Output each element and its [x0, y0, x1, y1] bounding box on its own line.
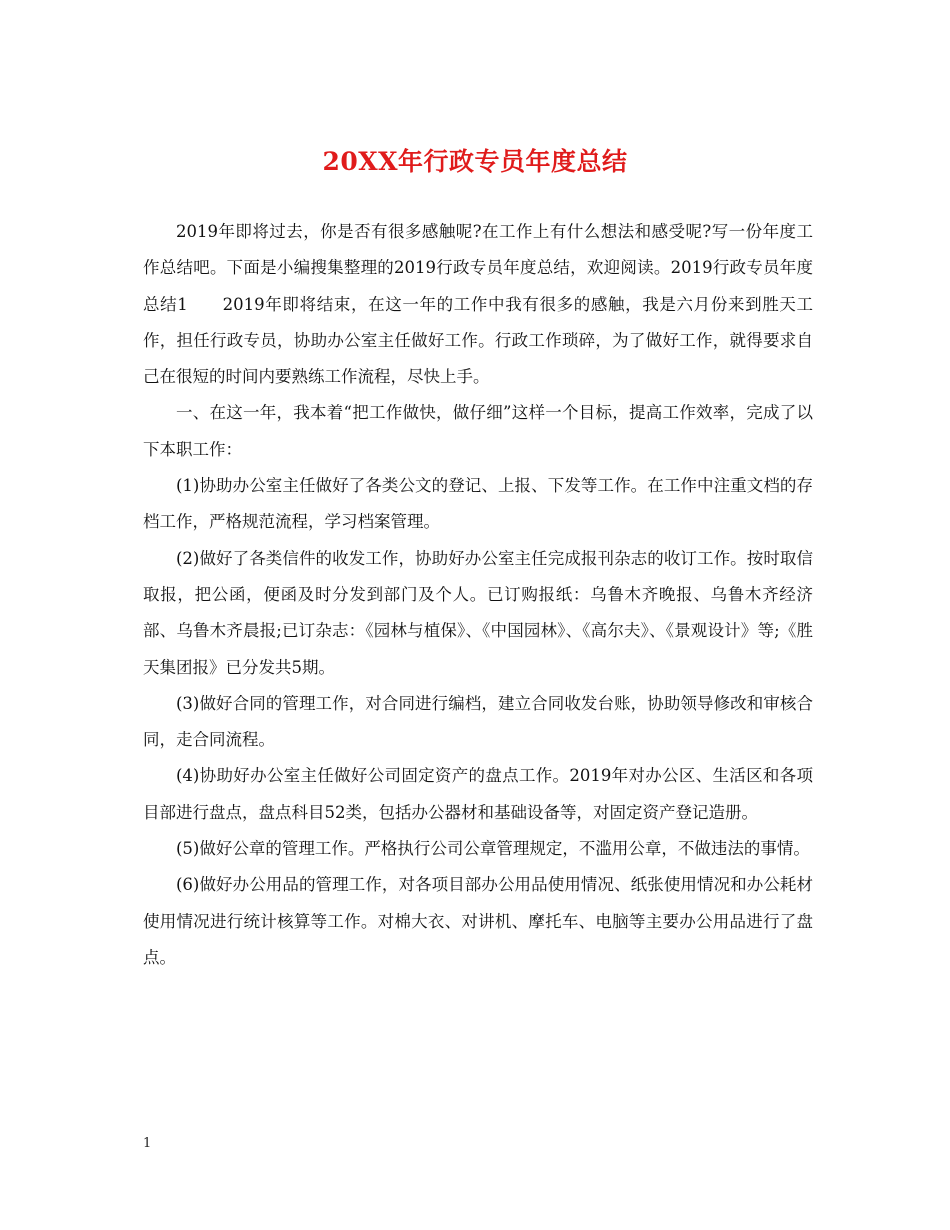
paragraph-item-6: (6)做好办公用品的管理工作，对各项目部办公用品使用情况、纸张使用情况和办公耗材使用情况进行统计核算等工作。对棉大衣、对讲机、摩托车、电脑等主要办公用品进行了盘点。	[143, 875, 813, 967]
page-number: 1	[143, 1136, 152, 1151]
paragraph-item-3: (3)做好合同的管理工作，对合同进行编档，建立合同收发台账，协助领导修改和审核合同，走合同流程。	[143, 693, 813, 750]
paragraph-item-5: (5)做好公章的管理工作。严格执行公司公章管理规定，不滥用公章，不做违法的事情。	[176, 839, 810, 859]
paragraph-item-4: (4)协助好办公室主任做好公司固定资产的盘点工作。2019年对办公区、生活区和各项目部进行盘点，盘点科目52类，包括办公器材和基础设备等，对固定资产登记造册。	[143, 766, 813, 822]
paragraph-item-2: (2)做好了各类信件的收发工作，协助好办公室主任完成报刊杂志的收订工作。按时取信取报，把公函，便函及时分发到部门及个人。已订购报纸：乌鲁木齐晚报、乌鲁木齐经济部、乌鲁木齐晨报;已订杂志：《园林与植保》、《中国园林》、《高尔夫》、《景观设计》等;《胜天集团报》已分发共5期。	[143, 548, 813, 677]
paragraph-item-1: (1)协助办公室主任做好了各类公文的登记、上报、下发等工作。在工作中注重文档的存档工作，严格规范流程，学习档案管理。	[143, 476, 813, 532]
paragraph-section-one: 一、在这一年，我本着“把工作做快，做仔细”这样一个目标，提高工作效率，完成了以下本职工作：	[143, 403, 813, 459]
document-title: 20XX年行政专员年度总结	[322, 147, 628, 176]
paragraph-intro: 2019年即将过去，你是否有很多感触呢?在工作上有什么想法和感受呢?写一份年度工作总结吧。下面是小编搜集整理的2019行政专员年度总结，欢迎阅读。2019行政专员年度总结1 2019年即将结束，在这一年的工作中我有很多的感触，我是六月份来到胜天工作，担任行政专员，协助办公室主任做好工作。行政工作琐碎，为了做好工作，就得要求自己在很短的时间内要熟练工作流程，尽快上手。	[143, 222, 813, 387]
document-body	[143, 214, 813, 976]
